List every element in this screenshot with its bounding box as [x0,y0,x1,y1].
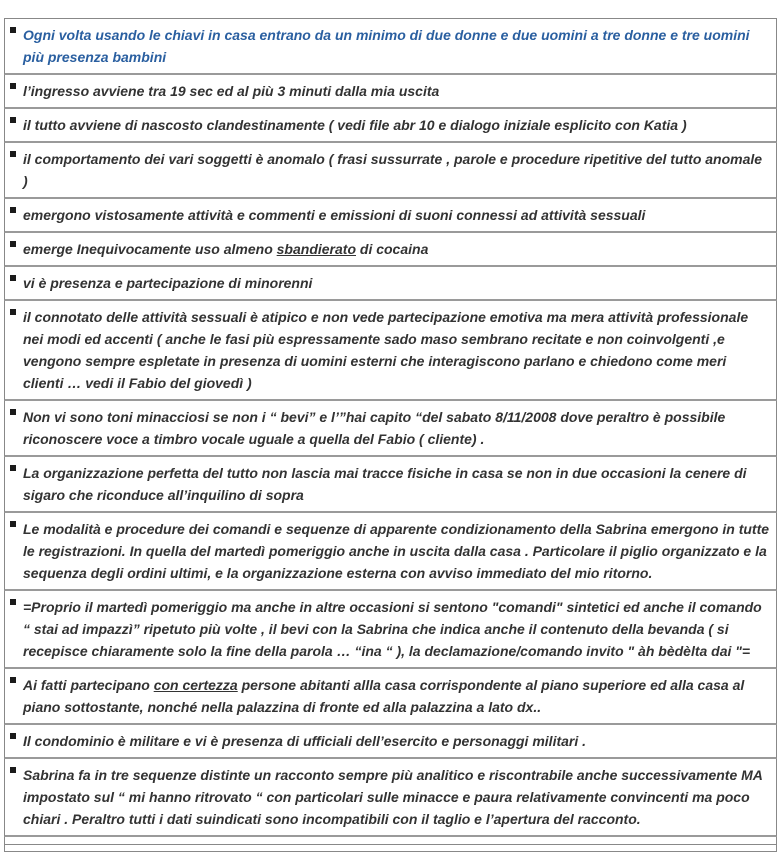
list-item-text: La organizzazione perfetta del tutto non lascia mai tracce fisiche in casa se non in due occasioni la cenere di sigaro che riconduce all’inquilino di sopra [23,465,747,503]
list-item [4,267,777,301]
bullet-icon [10,599,16,605]
underlined-text: sbandierato [276,241,356,257]
list-item-text: l’ingresso avviene tra 19 sec ed al più 3 minuti dalla mia uscita [23,83,440,99]
empty-row [4,837,777,845]
list-item-text: Sabrina fa in tre sequenze distinte un racconto sempre più analitico e riscontrabile anche successivamente MA impostato sul “ mi hanno ritrovato “ con particolari sulle minacce e paura relativamente convincenti ma poco chiari . Peraltro tutti i dati suindicati sono incompatibili con il taglio e l’apertura del racconto. [23,767,763,827]
bullet-icon [10,733,16,739]
bullet-icon [10,521,16,527]
list-item-text: =Proprio il martedì pomeriggio ma anche in altre occasioni si sentono "comandi" sintetici ed anche il comando “ stai ad impazzì” ripetuto più volte , il bevi con la Sabrina che indica anche il contenuto della bevanda ( si recepisce chiaramente solo la fine della parola … “ina “ ), la declamazione/comando invito " àh bèdèlta dai "= [23,599,762,659]
text-segment: Ai fatti partecipano [23,677,154,693]
bullet-icon [10,275,16,281]
bullet-icon [10,207,16,213]
list-item [4,669,777,725]
list-item [4,233,777,267]
bullet-icon [10,241,16,247]
bullet-icon [10,27,16,33]
bullet-icon [10,83,16,89]
bullet-list-table [4,18,777,852]
list-item-text [23,669,770,723]
list-item [4,109,777,143]
list-item [4,75,777,109]
bullet-icon [10,117,16,123]
bullet-icon [10,151,16,157]
list-item-text: Ogni volta usando le chiavi in casa entrano da un minimo di due donne e due uomini a tre donne e tre uomini più presenza bambini [23,27,750,65]
list-item [4,143,777,199]
bullet-icon [10,309,16,315]
list-item [4,457,777,513]
list-item [4,401,777,457]
list-item-text: il tutto avviene di nascosto clandestinamente ( vedi file abr 10 e dialogo iniziale esplicito con Katia ) [23,117,687,133]
list-item [4,199,777,233]
text-segment: persone abitanti allla casa corrispondente al piano superiore ed alla casa al piano sottostante, nonché nella palazzina di fronte ed alla palazzina a lato dx.. [23,677,745,715]
text-segment: emerge Inequivocamente uso almeno [23,241,277,257]
text-segment: di cocaina [356,241,429,257]
list-item [4,591,777,669]
list-item-text: emergono vistosamente attività e commenti e emissioni di suoni connessi ad attività sessuali [23,207,646,223]
list-item-text: vi è presenza e partecipazione di minorenni [23,275,313,291]
list-item-text: Il condominio è militare e vi è presenza di ufficiali dell’esercito e personaggi militari . [23,733,587,749]
list-item [4,725,777,759]
list-item [4,19,777,75]
underlined-text: con certezza [153,677,238,693]
bullet-icon [10,677,16,683]
empty-row [4,845,777,851]
list-item-text: il connotato delle attività sessuali è atipico e non vede partecipazione emotiva ma mera attività professionale nei modi ed accenti ( anche le fasi più espressamente sado maso sembrano recitate e non coinvolgenti ,e vengono sempre espletate in presenza di uomini esterni che interagiscono parlano e chiedono come meri clienti … vedi il Fabio del giovedì ) [23,309,749,391]
list-item [4,513,777,591]
bullet-icon [10,767,16,773]
bullet-icon [10,409,16,415]
list-item-text: Le modalità e procedure dei comandi e sequenze di apparente condizionamento della Sabrina emergono in tutte le registrazioni. In quella del martedì pomeriggio anche in uscita dalla casa . Particolare il piglio organizzato e la sequenza degli ordini ultimi, e la organizzazione esterna con avviso immediato del mio ritorno. [23,521,770,581]
list-item-text: il comportamento dei vari soggetti è anomalo ( frasi sussurrate , parole e procedure ripetitive del tutto anomale ) [23,151,763,189]
list-item-text: Non vi sono toni minacciosi se non i “ bevi” e l’”hai capito “del sabato 8/11/2008 dove peraltro è possibile riconoscere voce a timbro vocale uguale a quella del Fabio ( cliente) . [23,409,726,447]
bullet-icon [10,465,16,471]
list-item [4,301,777,401]
list-item [4,759,777,837]
list-item-text [23,233,770,265]
